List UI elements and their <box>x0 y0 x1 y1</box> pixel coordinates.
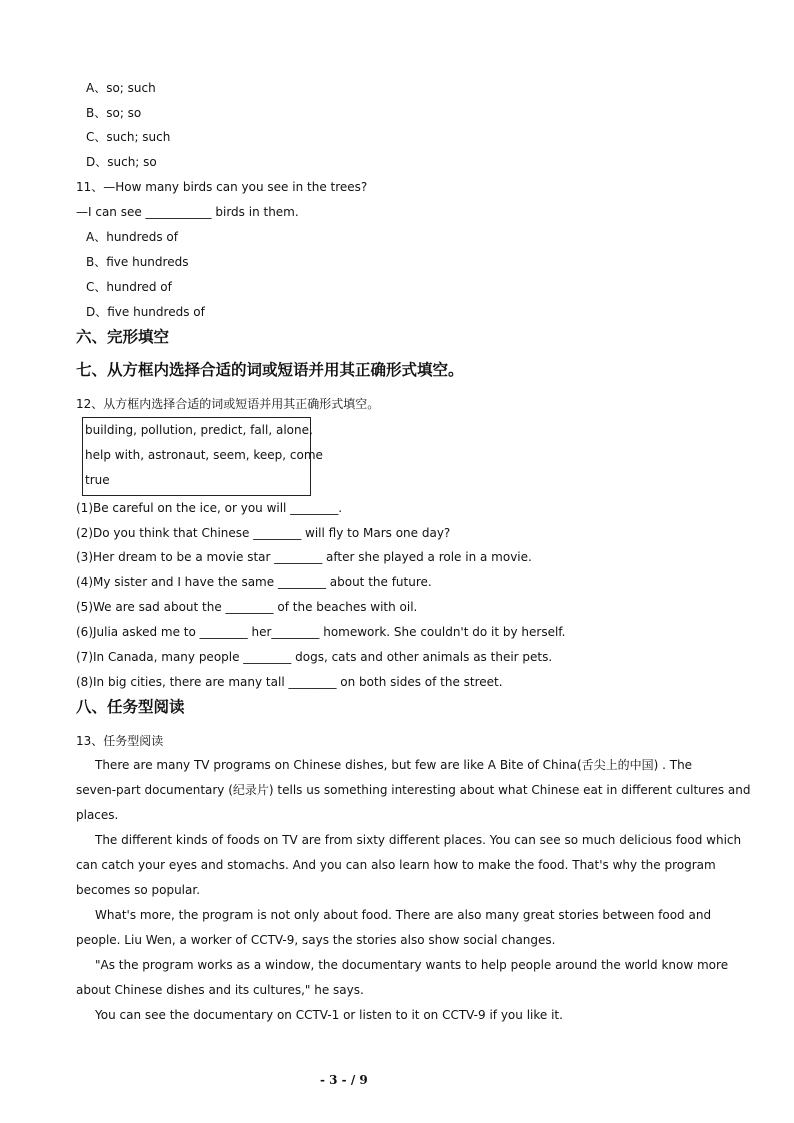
q10-option-a: A、so; such <box>86 81 156 95</box>
q10-option-c: C、such; such <box>86 130 171 144</box>
q11-option-d: D、five hundreds of <box>86 305 205 319</box>
word-box-line: help with, astronaut, seem, keep, come <box>85 448 323 462</box>
q12-stem: 12、从方框内选择合适的词或短语并用其正确形式填空。 <box>76 397 380 411</box>
q12-item-2: (2)Do you think that Chinese ________ will fly to Mars one day? <box>76 526 451 540</box>
q11-stem: 11、—How many birds can you see in the trees? <box>76 180 368 194</box>
passage-line: about Chinese dishes and its cultures," he says. <box>76 983 364 997</box>
passage-line: people. Liu Wen, a worker of CCTV-9, says the stories also show social changes. <box>76 933 556 947</box>
passage-line: seven-part documentary (纪录片) tells us something interesting about what Chinese eat in different cultures and <box>76 783 751 797</box>
passage-line: What's more, the program is not only about food. There are also many great stories between food and <box>95 908 712 922</box>
q12-item-4: (4)My sister and I have the same ________ about the future. <box>76 575 432 589</box>
passage-line: becomes so popular. <box>76 883 201 897</box>
word-box <box>82 417 323 496</box>
passage-line: You can see the documentary on CCTV-1 or listen to it on CCTV-9 if you like it. <box>95 1008 563 1022</box>
q11-option-b: B、five hundreds <box>86 255 189 269</box>
passage-line: The different kinds of foods on TV are from sixty different places. You can see so much delicious food which <box>95 833 742 847</box>
passage-line: places. <box>76 808 119 822</box>
q10-option-d: D、such; so <box>86 155 157 169</box>
section-7-title: 七、从方框内选择合适的词或短语并用其正确形式填空。 <box>76 361 464 379</box>
passage-line: can catch your eyes and stomachs. And you can also learn how to make the food. That's why the program <box>76 858 716 872</box>
q12-item-8: (8)In big cities, there are many tall ________ on both sides of the street. <box>76 675 503 689</box>
word-box-line: building, pollution, predict, fall, alone, <box>85 423 313 437</box>
q12-item-1: (1)Be careful on the ice, or you will ________. <box>76 501 343 515</box>
q11-answer-line: —I can see ___________ birds in them. <box>76 205 299 219</box>
q11-option-a: A、hundreds of <box>86 230 178 244</box>
q12-item-3: (3)Her dream to be a movie star ________ after she played a role in a movie. <box>76 550 532 564</box>
section-6-title: 六、完形填空 <box>76 328 170 346</box>
q12-item-6: (6)Julia asked me to ________ her________ homework. She couldn't do it by herself. <box>76 625 566 639</box>
q11-option-c: C、hundred of <box>86 280 172 294</box>
page-number: - 3 - / 9 <box>320 1073 368 1087</box>
q13-stem: 13、任务型阅读 <box>76 734 164 748</box>
q12-item-7: (7)In Canada, many people ________ dogs, cats and other animals as their pets. <box>76 650 553 664</box>
q10-option-b: B、so; so <box>86 106 142 120</box>
q12-item-5: (5)We are sad about the ________ of the beaches with oil. <box>76 600 418 614</box>
section-8-title: 八、任务型阅读 <box>76 698 185 716</box>
passage-line: "As the program works as a window, the documentary wants to help people around the world know more <box>95 958 729 972</box>
passage-line: There are many TV programs on Chinese dishes, but few are like A Bite of China(舌尖上的中国) . The <box>95 758 693 772</box>
word-box-line: true <box>85 473 110 487</box>
